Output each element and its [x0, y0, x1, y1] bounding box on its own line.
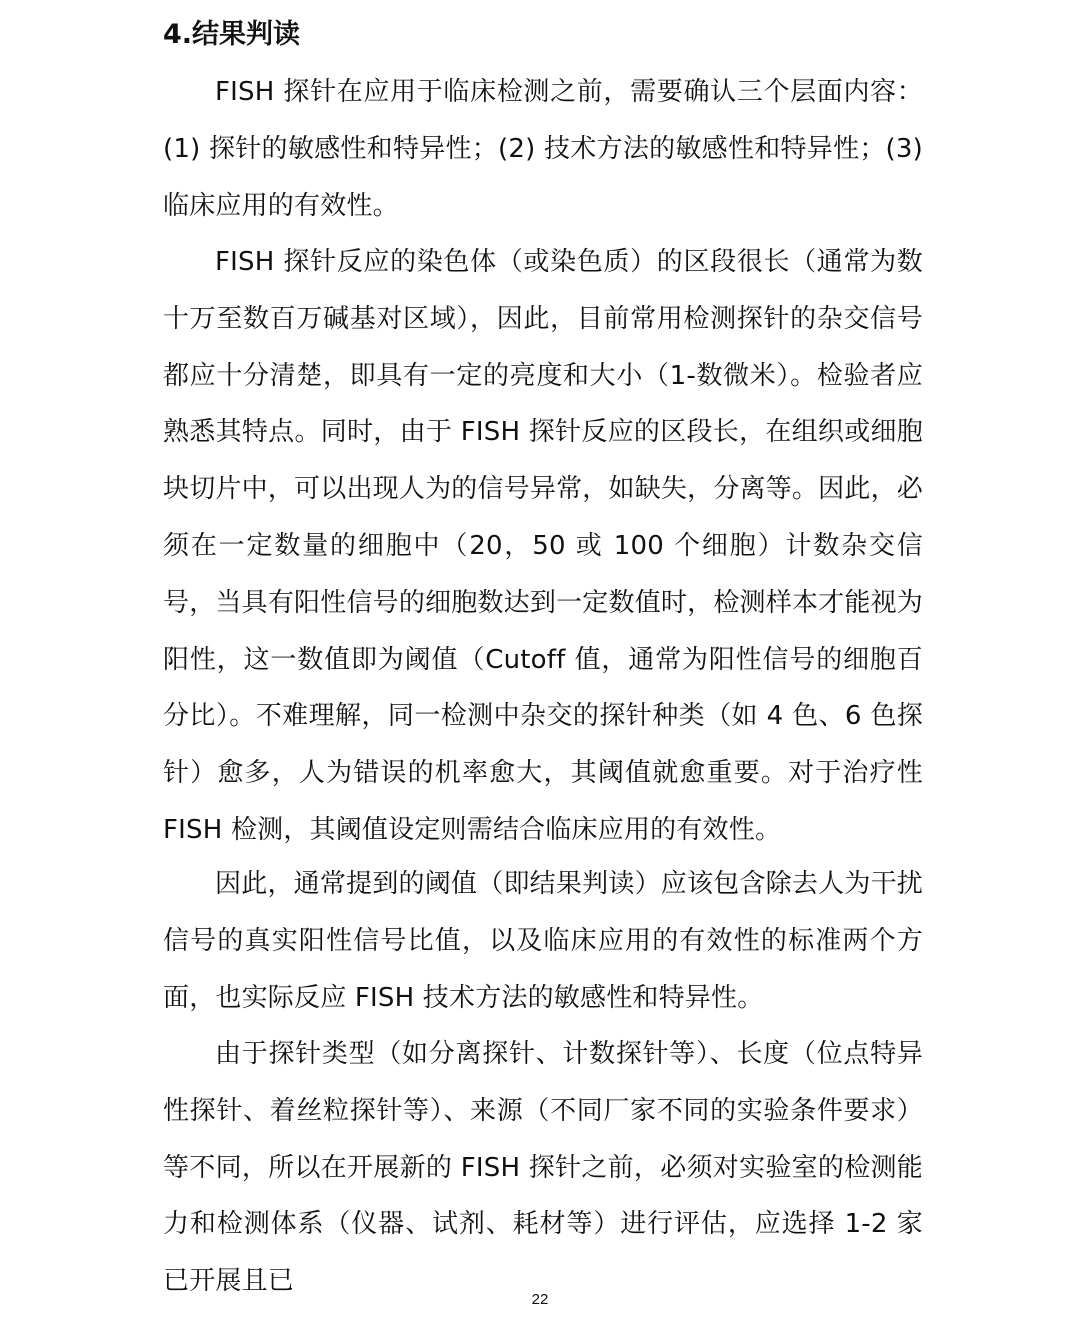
section-heading: 4.结果判读	[163, 19, 301, 50]
paragraph-probe-evaluation: 由于探针类型（如分离探针、计数探针等）、长度（位点特异性探针、着丝粒探针等）、来源（不同厂家不同的实验条件要求）等不同，所以在开展新的 FISH 探针之前，必须对实验室的检测能力和检测体系（仪器、试剂、耗材等）进行评估，应选择 1-2 家已开展且已	[163, 1039, 923, 1297]
paragraph-threshold-definition: 因此，通常提到的阈值（即结果判读）应该包含除去人为干扰信号的真实阳性信号比值，以及临床应用的有效性的标准两个方面，也实际反应 FISH 技术方法的敏感性和特异性。	[163, 869, 923, 1013]
page-number: 22	[531, 1291, 549, 1308]
paragraph-signal-cutoff: FISH 探针反应的染色体（或染色质）的区段很长（通常为数十万至数百万碱基对区域），因此，目前常用检测探针的杂交信号都应十分清楚，即具有一定的亮度和大小（1-数微米）。检验者应熟悉其特点。同时，由于 FISH 探针反应的区段长，在组织或细胞块切片中，可以出现人为的信号异常，如缺失，分离等。因此，必须在一定数量的细胞中（20，50 或 100 个细胞）计数杂交信号，当具有阳性信号的细胞数达到一定数值时，检测样本才能视为阳性，这一数值即为阈值（Cutoff 值，通常为阳性信号的细胞百分比）。不难理解，同一检测中杂交的探针种类（如 4 色、6 色探针）愈多，人为错误的机率愈大，其阈值就愈重要。对于治疗性 FISH 检测，其阈值设定则需结合临床应用的有效性。	[163, 247, 923, 845]
paragraph-confirmation-levels: FISH 探针在应用于临床检测之前，需要确认三个层面内容：(1) 探针的敏感性和特异性；(2) 技术方法的敏感性和特异性；(3) 临床应用的有效性。	[163, 77, 923, 221]
